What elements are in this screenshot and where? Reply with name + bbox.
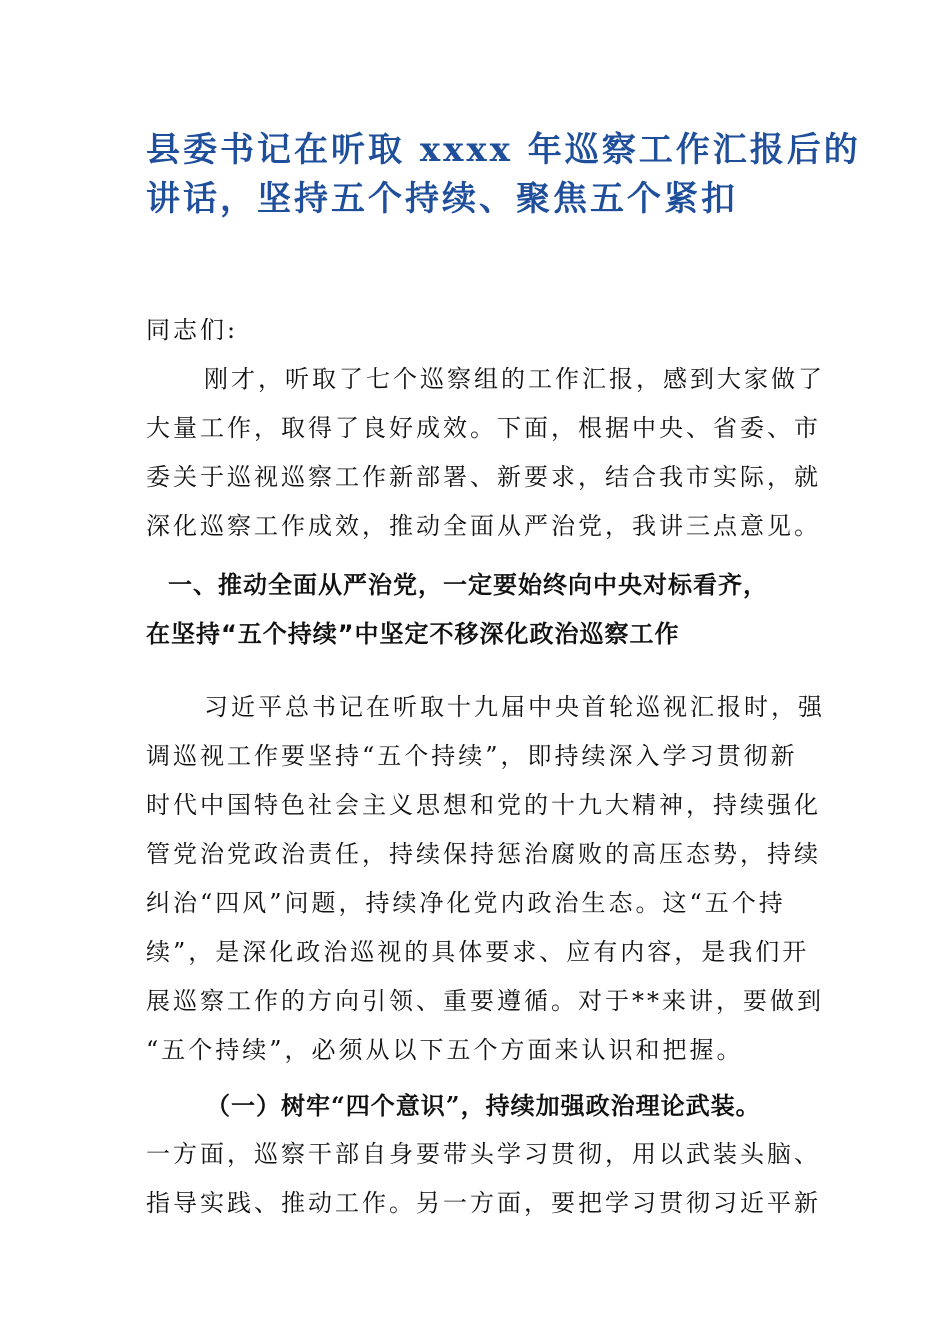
salutation: 同志们: bbox=[146, 316, 239, 344]
paragraph-line: 深化巡察工作成效，推动全面从严治党，我讲三点意见。 bbox=[146, 512, 821, 540]
paragraph-line: 展巡察工作的方向引领、重要遵循。对于**来讲，要做到 bbox=[146, 987, 824, 1015]
title-line-1: 县委书记在听取 xxxx 年巡察工作汇报后的 bbox=[146, 130, 861, 170]
paragraph-line: 委关于巡视巡察工作新部署、新要求，结合我市实际，就 bbox=[146, 463, 821, 491]
heading-line: 一、推动全面从严治党，一定要始终向中央对标看齐， bbox=[168, 571, 768, 599]
section-1-paragraph bbox=[146, 683, 825, 1075]
paragraph-line: “五个持续”，必须从以下五个方面来认识和把握。 bbox=[146, 1036, 744, 1064]
paragraph-line: 续”，是深化政治巡视的具体要求、应有内容，是我们开 bbox=[146, 938, 810, 966]
paragraph-line: 习近平总书记在听取十九届中央首轮巡视汇报时，强 bbox=[204, 693, 825, 721]
paragraph-line: 一方面，巡察干部自身要带头学习贯彻，用以武装头脑、 bbox=[146, 1140, 821, 1168]
paragraph-line: 管党治党政治责任，持续保持惩治腐败的高压态势，持续 bbox=[146, 840, 821, 868]
paragraph-line: 调巡视工作要坚持“五个持续”，即持续深入学习贯彻新 bbox=[146, 742, 798, 770]
paragraph-line: 纠治“四风”问题，持续净化党内政治生态。这“五个持 bbox=[146, 889, 786, 917]
section-1-heading bbox=[146, 561, 811, 659]
title-line-2: 讲话，坚持五个持续、聚焦五个紧扣 bbox=[146, 179, 738, 219]
document-body bbox=[146, 306, 825, 1228]
paragraph-line: 指导实践、推动工作。另一方面，要把学习贯彻习近平新 bbox=[146, 1189, 821, 1217]
paragraph-line: 时代中国特色社会主义思想和党的十九大精神，持续强化 bbox=[146, 791, 821, 819]
subsection-1-heading: （一）树牢“四个意识”，持续加强政治理论武装。 bbox=[206, 1091, 761, 1120]
intro-paragraph bbox=[146, 355, 825, 551]
document-title bbox=[146, 126, 861, 224]
paragraph-line: 刚才，听取了七个巡察组的工作汇报，感到大家做了 bbox=[204, 365, 825, 393]
subsection-1-paragraph bbox=[146, 1130, 821, 1228]
paragraph-line: 大量工作，取得了良好成效。下面，根据中央、省委、市 bbox=[146, 414, 821, 442]
heading-line: 在坚持“五个持续”中坚定不移深化政治巡察工作 bbox=[146, 620, 680, 648]
